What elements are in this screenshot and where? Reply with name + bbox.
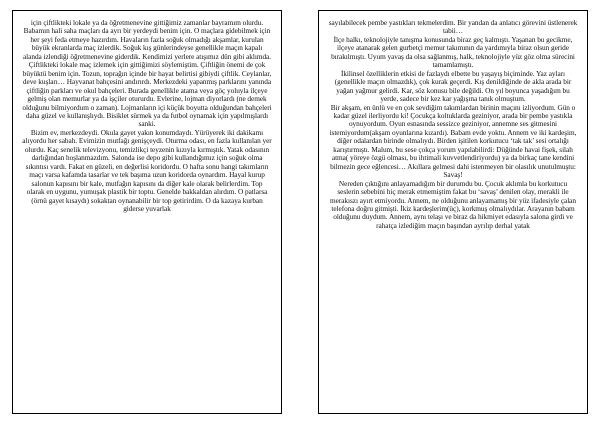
right-paragraph-3: İkilinsel özelliklerin etkisi de fazlaydı elbette bu yaşayış biçiminde. Yaz ayları (genellikle maçın olmazdık), çok kurak geçerdi. Kış denildiğinde de akla arada bir yağan yağmur gelirdi. Kar, söz konusu bile değildi. On yıl boyunca yaşadığım bu yerde, sadece bir kez kar yağışına tanık olmuştum. <box>334 68 572 104</box>
right-paragraph-5: Nereden çıktığını anlayamadığım bir durumdu bu. Çocuk aklımla bu korkutucu seslerin sebebini hiç merak etmemiştim fakat bu ‘savaş’ denilen olay, merakli ile merakıszı ayırt etmiyordu. Annem, ne olduğunu anlayamamış bir yüz ifadesiyle çalan telefona doğru gitmişti. İkiz kardeşlerim(üç), korkmuş olmalıydılar. Arayanın babam olduğunu duydum. Annem, aynı telaşı ve biraz da hikmiyet edasıyla salona girdi ve rahatça izlediğim maçın başından ayrılıp derhal yatak <box>330 178 576 230</box>
left-paragraph-3: Bizim ev, merkezdeydi. Okula gayet yakın konumdaydı. Yürüyerek iki dakikamı alıyordu her sabah. Evimizin mutfağı genişçeydi. Oturma odası, en fazla kullanılan yer olurdu. Kaç senelik televizyonu, temizlikçi teyzenin kızıyla kırmıştık. Yatak odasının darlığından hoşlanmazdım. Salonda ise depo gibi kullandığımız için soğuk olma sıkıntısı vardı. Fakat en güzeli, en değerlisi koridordu. O hafta sonu hangi takımların maçı varsa kafamda tasarlar ve tek başıma uzun koridorda oynardım. Hayal kurup salonun kapısını bir kale, mutfağın kapısını da diğer kale olarak belirlerdim. Top olarak en uygunu, yumuşak plastik bir toptu. Genelde bakkaldan alırdım. O patlarsa (örnü gayet kısaydı) sokaktan oynanabilir bir top getirirdim. O da kazaya kurban giderse yuvarlak <box>22 127 272 213</box>
right-paragraph-2: İlçe halkı, teknolojiyle tanışma konusunda biraz geç kalmıştı. Yaşanan bu gecikme, ilçeye atanarak gelen gurbetçi memur takımının da yardımıyla biraz olsun geride bırakılmıştı. Uyum yavaş da olsa sağlanmış, halk, teknolojiyle yüz göz olma sürecini tamamlamıştı. <box>331 34 575 70</box>
left-paragraph-2: Çiftlikteki lokale maç izlemek için gittiğimizi söylemiştim. Çiftliğin önemi de çok büyüktü benim için. Tozun, toprağın içinde bir hayat belirtisi gibiydi çiftlik. Ceylanlar, deve kuşları… Hayvanat bahçesini andırırdı. Merkezdeki yapanmış parklarını yanında çiftliğin parkları ve okul bahçeleri. Burada genellikle atama veya göç yoluyla ilçeye gelmiş olan memurlar ya da işçiler otururdu. Evlerine, lojman diyorlardı (ne demek olduğunu bilmiyordum o zaman). Lojmanların içi küçük boyutta olduğundan bahçeleri daha güzel ve kullanışlıydı. Bisiklet sürmek ya da futbol oynamak için yapılmışlardı sanki. <box>22 60 272 129</box>
left-paragraph-1: için çiftlikteki lokale ya da öğretmenevine gittiğimiz zamanlar bayramım olurdu. Babamın hali saha maçları da ayrı bir yerdeydi benim için. O maçlara gidebilmek için her şeyi feda etmeye hazırdım. Havaların fazla soğuk olmadığı akşamlar, kurulan büyük ekranlarda maç izlerdik. Soğuk kış günlerindeyse genellikle maçın kapalı alanda izlendiği öğretmenevine giderdik. Kendimizi yerlere atışımız dün gibi aklımda. <box>22 18 272 61</box>
left-page <box>12 10 282 414</box>
right-page <box>318 10 588 414</box>
right-paragraph-1: sayılabilecek pembe yastıkları tekmelerdim. Bir yandan da anlatıcı görevini üstlenerek tabii… <box>328 18 578 36</box>
right-paragraph-4: Bir akşam, en ünlü ve en çok sevdiğim takımlardan birinin maçını izliyordum. Gün o kadar güzel ilerliyordu ki! Çocukça koltuklarda geziniyor, arada bir pembe yastıkla oynuyordum. Oyun esnasında sessizce geziniyor, annemne ses gitmesini istemiyordum(akşam oyunlarına kızardı). Babam evde yoktu. Annem ve iki kardeşim, diğer odalardan birinde olmalıydı. Birden işitilen korkutucu ‘tak tak’ sesi ortalığı karıştırmıştı. Malum, bu sese çokça yorum yapılabilirdi: Düğünde havai fişek, silah atma( yöreye özgü olması, bu ihtimali kuvvetlendiriyordu) ya da birkaç tane kendini bilmezin gece eğlencesi… Akıllara gelmesi dahi istenmeyen bir olasılık unutulmuştu: Savaş! <box>329 102 577 180</box>
